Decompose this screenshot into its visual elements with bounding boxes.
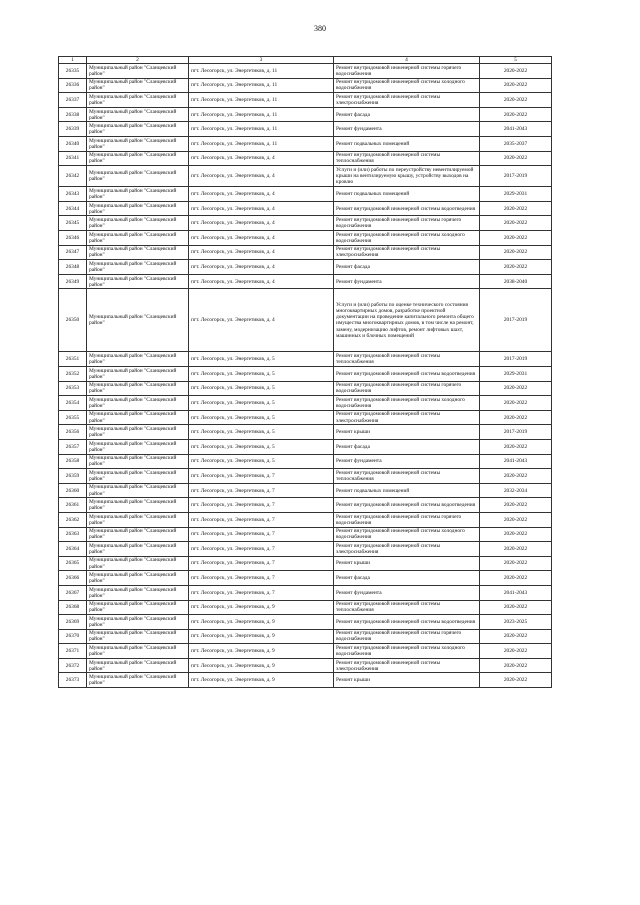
address-cell: пгт. Лесогорск, ул. Энергетиков, д. 4 [189, 187, 334, 202]
table-row [59, 439, 552, 454]
period-cell: 2020-2022 [480, 439, 552, 454]
district-cell: Муниципальный район "Сланцевский район" [87, 600, 189, 615]
district-cell: Муниципальный район "Сланцевский район" [87, 425, 189, 440]
period-cell: 2020-2022 [480, 498, 552, 513]
work-type-cell: Ремонт внутридомовой инженерной системы горячего водоснабжения [334, 64, 480, 79]
table-row [59, 78, 552, 93]
period-cell: 2020-2022 [480, 527, 552, 542]
table-row [59, 425, 552, 440]
work-type-cell: Ремонт внутридомовой инженерной системы теплоснабжения [334, 151, 480, 166]
column-header-2: 2 [87, 57, 189, 64]
work-type-cell: Ремонт внутридомовой инженерной системы теплоснабжения [334, 600, 480, 615]
work-type-cell: Ремонт фасада [334, 260, 480, 275]
work-type-cell: Ремонт крыши [334, 673, 480, 688]
work-type-cell: Ремонт фундамента [334, 585, 480, 600]
address-cell: пгт. Лесогорск, ул. Энергетиков, д. 7 [189, 469, 334, 484]
row-number: 26363 [59, 527, 87, 542]
district-cell: Муниципальный район "Сланцевский район" [87, 107, 189, 122]
work-type-cell: Ремонт внутридомовой инженерной системы водоотведения [334, 615, 480, 630]
work-type-cell: Ремонт внутридомовой инженерной системы водоотведения [334, 367, 480, 382]
period-cell: 2020-2022 [480, 542, 552, 557]
address-cell: пгт. Лесогорск, ул. Энергетиков, д. 4 [189, 151, 334, 166]
work-type-cell: Ремонт фундамента [334, 274, 480, 289]
work-type-cell: Ремонт внутридомовой инженерной системы электроснабжения [334, 410, 480, 425]
work-type-cell: Ремонт внутридомовой инженерной системы водоотведения [334, 498, 480, 513]
table-row [59, 512, 552, 527]
address-cell: пгт. Лесогорск, ул. Энергетиков, д. 11 [189, 78, 334, 93]
work-type-cell: Ремонт внутридомовой инженерной системы водоотведения [334, 201, 480, 216]
row-number: 26342 [59, 166, 87, 187]
period-cell: 2041-2043 [480, 585, 552, 600]
period-cell: 2020-2022 [480, 673, 552, 688]
table-row [59, 571, 552, 586]
address-cell: пгт. Лесогорск, ул. Энергетиков, д. 9 [189, 629, 334, 644]
table-row [59, 469, 552, 484]
period-cell: 2020-2022 [480, 396, 552, 411]
column-header-5: 5 [480, 57, 552, 64]
district-cell: Муниципальный район "Сланцевский район" [87, 439, 189, 454]
column-header-4: 4 [334, 57, 480, 64]
work-type-cell: Ремонт фундамента [334, 454, 480, 469]
period-cell: 2020-2022 [480, 107, 552, 122]
table-row [59, 542, 552, 557]
table-row [59, 245, 552, 260]
address-cell: пгт. Лесогорск, ул. Энергетиков, д. 7 [189, 498, 334, 513]
address-cell: пгт. Лесогорск, ул. Энергетиков, д. 5 [189, 381, 334, 396]
period-cell: 2020-2022 [480, 201, 552, 216]
address-cell: пгт. Лесогорск, ул. Энергетиков, д. 5 [189, 396, 334, 411]
work-type-cell: Ремонт подвальных помещений [334, 137, 480, 152]
work-type-cell: Ремонт внутридомовой инженерной системы электроснабжения [334, 245, 480, 260]
table-row [59, 600, 552, 615]
row-number: 26345 [59, 216, 87, 231]
district-cell: Муниципальный район "Сланцевский район" [87, 469, 189, 484]
work-type-cell: Ремонт внутридомовой инженерной системы горячего водоснабжения [334, 216, 480, 231]
header-row [59, 57, 552, 64]
row-number: 26349 [59, 274, 87, 289]
address-cell: пгт. Лесогорск, ул. Энергетиков, д. 7 [189, 483, 334, 498]
row-number: 26358 [59, 454, 87, 469]
table-row [59, 367, 552, 382]
work-type-cell: Услуги и (или) работы по оценке технического состояния многоквартирных домов, разработке проектной документации на проведение капитального ремонта общего имущества многоквартирных домов, в том числе на ремонт, замену, модернизацию лифтов, ремонт лифтовых шахт, машинных и блочных помещений [334, 289, 480, 352]
period-cell: 2020-2022 [480, 78, 552, 93]
period-cell: 2020-2022 [480, 151, 552, 166]
address-cell: пгт. Лесогорск, ул. Энергетиков, д. 11 [189, 137, 334, 152]
address-cell: пгт. Лесогорск, ул. Энергетиков, д. 5 [189, 425, 334, 440]
district-cell: Муниципальный район "Сланцевский район" [87, 137, 189, 152]
row-number: 26348 [59, 260, 87, 275]
table-row [59, 629, 552, 644]
table-row [59, 122, 552, 137]
table-row [59, 556, 552, 571]
capital-repair-table [58, 56, 552, 688]
work-type-cell: Ремонт внутридомовой инженерной системы горячего водоснабжения [334, 512, 480, 527]
table-row [59, 64, 552, 79]
work-type-cell: Ремонт внутридомовой инженерной системы электроснабжения [334, 542, 480, 557]
table-row [59, 615, 552, 630]
period-cell: 2020-2022 [480, 410, 552, 425]
district-cell: Муниципальный район "Сланцевский район" [87, 166, 189, 187]
table-row [59, 93, 552, 108]
address-cell: пгт. Лесогорск, ул. Энергетиков, д. 5 [189, 367, 334, 382]
row-number: 26361 [59, 498, 87, 513]
row-number: 26370 [59, 629, 87, 644]
row-number: 26367 [59, 585, 87, 600]
row-number: 26356 [59, 425, 87, 440]
row-number: 26336 [59, 78, 87, 93]
work-type-cell: Ремонт внутридомовой инженерной системы теплоснабжения [334, 352, 480, 367]
row-number: 26335 [59, 64, 87, 79]
row-number: 26371 [59, 644, 87, 659]
row-number: 26353 [59, 381, 87, 396]
district-cell: Муниципальный район "Сланцевский район" [87, 629, 189, 644]
district-cell: Муниципальный район "Сланцевский район" [87, 556, 189, 571]
row-number: 26365 [59, 556, 87, 571]
row-number: 26339 [59, 122, 87, 137]
district-cell: Муниципальный район "Сланцевский район" [87, 201, 189, 216]
period-cell: 2020-2022 [480, 64, 552, 79]
address-cell: пгт. Лесогорск, ул. Энергетиков, д. 4 [189, 231, 334, 246]
work-type-cell: Ремонт внутридомовой инженерной системы горячего водоснабжения [334, 381, 480, 396]
district-cell: Муниципальный район "Сланцевский район" [87, 274, 189, 289]
address-cell: пгт. Лесогорск, ул. Энергетиков, д. 5 [189, 352, 334, 367]
table-row [59, 498, 552, 513]
address-cell: пгт. Лесогорск, ул. Энергетиков, д. 9 [189, 658, 334, 673]
address-cell: пгт. Лесогорск, ул. Энергетиков, д. 9 [189, 673, 334, 688]
address-cell: пгт. Лесогорск, ул. Энергетиков, д. 5 [189, 454, 334, 469]
table-row [59, 454, 552, 469]
address-cell: пгт. Лесогорск, ул. Энергетиков, д. 7 [189, 527, 334, 542]
row-number: 26368 [59, 600, 87, 615]
district-cell: Муниципальный район "Сланцевский район" [87, 483, 189, 498]
address-cell: пгт. Лесогорск, ул. Энергетиков, д. 4 [189, 166, 334, 187]
row-number: 26354 [59, 396, 87, 411]
column-header-3: 3 [189, 57, 334, 64]
district-cell: Муниципальный район "Сланцевский район" [87, 571, 189, 586]
work-type-cell: Ремонт внутридомовой инженерной системы холодного водоснабжения [334, 396, 480, 411]
address-cell: пгт. Лесогорск, ул. Энергетиков, д. 5 [189, 410, 334, 425]
address-cell: пгт. Лесогорск, ул. Энергетиков, д. 9 [189, 600, 334, 615]
district-cell: Муниципальный район "Сланцевский район" [87, 260, 189, 275]
row-number: 26344 [59, 201, 87, 216]
district-cell: Муниципальный район "Сланцевский район" [87, 216, 189, 231]
address-cell: пгт. Лесогорск, ул. Энергетиков, д. 7 [189, 571, 334, 586]
address-cell: пгт. Лесогорск, ул. Энергетиков, д. 7 [189, 512, 334, 527]
column-header-1: 1 [59, 57, 87, 64]
work-type-cell: Ремонт внутридомовой инженерной системы холодного водоснабжения [334, 78, 480, 93]
district-cell: Муниципальный район "Сланцевский район" [87, 658, 189, 673]
period-cell: 2017-2019 [480, 352, 552, 367]
table-row [59, 673, 552, 688]
row-number: 26357 [59, 439, 87, 454]
work-type-cell: Ремонт фундамента [334, 122, 480, 137]
row-number: 26373 [59, 673, 87, 688]
district-cell: Муниципальный район "Сланцевский район" [87, 93, 189, 108]
row-number: 26346 [59, 231, 87, 246]
table-row [59, 137, 552, 152]
row-number: 26340 [59, 137, 87, 152]
district-cell: Муниципальный район "Сланцевский район" [87, 187, 189, 202]
row-number: 26359 [59, 469, 87, 484]
district-cell: Муниципальный район "Сланцевский район" [87, 454, 189, 469]
address-cell: пгт. Лесогорск, ул. Энергетиков, д. 11 [189, 64, 334, 79]
row-number: 26362 [59, 512, 87, 527]
row-number: 26341 [59, 151, 87, 166]
period-cell: 2020-2022 [480, 245, 552, 260]
period-cell: 2020-2022 [480, 629, 552, 644]
address-cell: пгт. Лесогорск, ул. Энергетиков, д. 9 [189, 644, 334, 659]
table-row [59, 231, 552, 246]
period-cell: 2020-2022 [480, 231, 552, 246]
table-row [59, 216, 552, 231]
period-cell: 2020-2022 [480, 556, 552, 571]
work-type-cell: Ремонт внутридомовой инженерной системы холодного водоснабжения [334, 644, 480, 659]
address-cell: пгт. Лесогорск, ул. Энергетиков, д. 4 [189, 201, 334, 216]
work-type-cell: Ремонт подвальных помещений [334, 187, 480, 202]
district-cell: Муниципальный район "Сланцевский район" [87, 78, 189, 93]
table-row [59, 260, 552, 275]
period-cell: 2020-2022 [480, 381, 552, 396]
address-cell: пгт. Лесогорск, ул. Энергетиков, д. 11 [189, 107, 334, 122]
district-cell: Муниципальный район "Сланцевский район" [87, 498, 189, 513]
period-cell: 2032-2034 [480, 483, 552, 498]
district-cell: Муниципальный район "Сланцевский район" [87, 615, 189, 630]
district-cell: Муниципальный район "Сланцевский район" [87, 512, 189, 527]
table-row [59, 483, 552, 498]
period-cell: 2020-2022 [480, 644, 552, 659]
address-cell: пгт. Лесогорск, ул. Энергетиков, д. 9 [189, 615, 334, 630]
district-cell: Муниципальный район "Сланцевский район" [87, 352, 189, 367]
row-number: 26355 [59, 410, 87, 425]
period-cell: 2041-2043 [480, 122, 552, 137]
period-cell: 2020-2022 [480, 93, 552, 108]
work-type-cell: Ремонт подвальных помещений [334, 483, 480, 498]
table-row [59, 381, 552, 396]
district-cell: Муниципальный район "Сланцевский район" [87, 231, 189, 246]
period-cell: 2020-2022 [480, 260, 552, 275]
period-cell: 2029-2031 [480, 367, 552, 382]
table-row [59, 410, 552, 425]
table-body [59, 64, 552, 688]
district-cell: Муниципальный район "Сланцевский район" [87, 585, 189, 600]
table-row [59, 644, 552, 659]
district-cell: Муниципальный район "Сланцевский район" [87, 542, 189, 557]
row-number: 26347 [59, 245, 87, 260]
district-cell: Муниципальный район "Сланцевский район" [87, 245, 189, 260]
row-number: 26338 [59, 107, 87, 122]
address-cell: пгт. Лесогорск, ул. Энергетиков, д. 7 [189, 585, 334, 600]
period-cell: 2020-2022 [480, 600, 552, 615]
period-cell: 2017-2019 [480, 166, 552, 187]
district-cell: Муниципальный район "Сланцевский район" [87, 367, 189, 382]
period-cell: 2020-2022 [480, 658, 552, 673]
address-cell: пгт. Лесогорск, ул. Энергетиков, д. 11 [189, 122, 334, 137]
table-row [59, 527, 552, 542]
district-cell: Муниципальный район "Сланцевский район" [87, 64, 189, 79]
work-type-cell: Ремонт внутридомовой инженерной системы горячего водоснабжения [334, 629, 480, 644]
address-cell: пгт. Лесогорск, ул. Энергетиков, д. 4 [189, 245, 334, 260]
row-number: 26364 [59, 542, 87, 557]
address-cell: пгт. Лесогорск, ул. Энергетиков, д. 4 [189, 216, 334, 231]
address-cell: пгт. Лесогорск, ул. Энергетиков, д. 7 [189, 556, 334, 571]
work-type-cell: Ремонт фасада [334, 571, 480, 586]
period-cell: 2020-2022 [480, 571, 552, 586]
table-row [59, 396, 552, 411]
district-cell: Муниципальный район "Сланцевский район" [87, 644, 189, 659]
period-cell: 2038-2040 [480, 274, 552, 289]
district-cell: Муниципальный район "Сланцевский район" [87, 381, 189, 396]
address-cell: пгт. Лесогорск, ул. Энергетиков, д. 4 [189, 274, 334, 289]
address-cell: пгт. Лесогорск, ул. Энергетиков, д. 4 [189, 289, 334, 352]
work-type-cell: Ремонт крыши [334, 425, 480, 440]
address-cell: пгт. Лесогорск, ул. Энергетиков, д. 7 [189, 542, 334, 557]
table-row [59, 151, 552, 166]
page-number: 380 [314, 24, 326, 33]
work-type-cell: Ремонт внутридомовой инженерной системы электроснабжения [334, 93, 480, 108]
work-type-cell: Ремонт внутридомовой инженерной системы теплоснабжения [334, 469, 480, 484]
row-number: 26343 [59, 187, 87, 202]
table-row [59, 658, 552, 673]
period-cell: 2020-2022 [480, 512, 552, 527]
address-cell: пгт. Лесогорск, ул. Энергетиков, д. 5 [189, 439, 334, 454]
address-cell: пгт. Лесогорск, ул. Энергетиков, д. 11 [189, 93, 334, 108]
district-cell: Муниципальный район "Сланцевский район" [87, 151, 189, 166]
row-number: 26360 [59, 483, 87, 498]
row-number: 26372 [59, 658, 87, 673]
work-type-cell: Ремонт фасада [334, 107, 480, 122]
period-cell: 2041-2043 [480, 454, 552, 469]
period-cell: 2020-2022 [480, 469, 552, 484]
table-row [59, 166, 552, 187]
table-row [59, 187, 552, 202]
district-cell: Муниципальный район "Сланцевский район" [87, 396, 189, 411]
row-number: 26369 [59, 615, 87, 630]
table-row [59, 201, 552, 216]
period-cell: 2020-2022 [480, 216, 552, 231]
row-number: 26352 [59, 367, 87, 382]
work-type-cell: Услуги и (или) работы по переустройству невентилируемой крыши на вентилируемую крышу, устройству выходов на кровлю [334, 166, 480, 187]
row-number: 26351 [59, 352, 87, 367]
period-cell: 2035-2037 [480, 137, 552, 152]
work-type-cell: Ремонт внутридомовой инженерной системы электроснабжения [334, 658, 480, 673]
period-cell: 2023-2025 [480, 615, 552, 630]
district-cell: Муниципальный район "Сланцевский район" [87, 289, 189, 352]
row-number: 26337 [59, 93, 87, 108]
period-cell: 2029-2031 [480, 187, 552, 202]
address-cell: пгт. Лесогорск, ул. Энергетиков, д. 4 [189, 260, 334, 275]
district-cell: Муниципальный район "Сланцевский район" [87, 122, 189, 137]
table-row [59, 274, 552, 289]
work-type-cell: Ремонт фасада [334, 439, 480, 454]
table-row [59, 352, 552, 367]
district-cell: Муниципальный район "Сланцевский район" [87, 673, 189, 688]
district-cell: Муниципальный район "Сланцевский район" [87, 527, 189, 542]
row-number: 26350 [59, 289, 87, 352]
table-row [59, 289, 552, 352]
period-cell: 2017-2019 [480, 289, 552, 352]
table-row [59, 585, 552, 600]
work-type-cell: Ремонт внутридомовой инженерной системы холодного водоснабжения [334, 527, 480, 542]
district-cell: Муниципальный район "Сланцевский район" [87, 410, 189, 425]
table-row [59, 107, 552, 122]
row-number: 26366 [59, 571, 87, 586]
period-cell: 2017-2019 [480, 425, 552, 440]
work-type-cell: Ремонт внутридомовой инженерной системы холодного водоснабжения [334, 231, 480, 246]
work-type-cell: Ремонт крыши [334, 556, 480, 571]
